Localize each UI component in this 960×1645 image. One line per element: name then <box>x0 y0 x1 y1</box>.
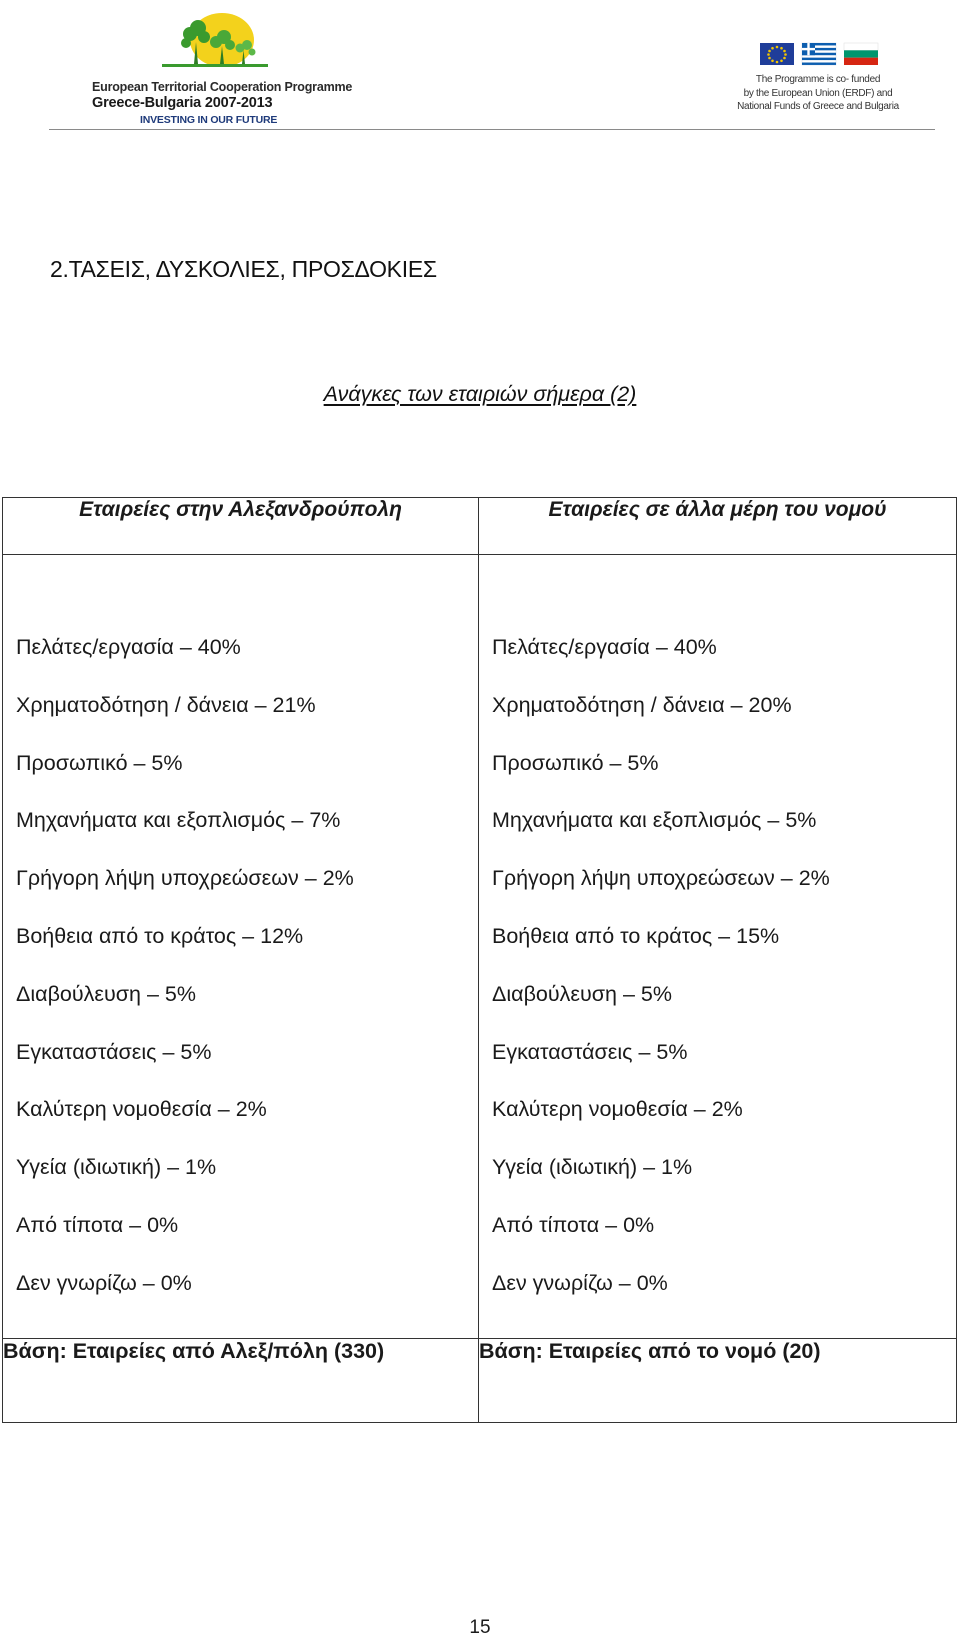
list-item: Υγεία (ιδιωτική) – 1% <box>16 1155 217 1180</box>
programme-slogan: INVESTING IN OUR FUTURE <box>140 114 278 126</box>
programme-logo-icon <box>160 12 270 74</box>
list-item: Καλύτερη νομοθεσία – 2% <box>492 1097 743 1122</box>
base-note-other-areas: Βάση: Εταιρείες από το νομό (20) <box>479 1339 957 1423</box>
cofunding-text <box>728 73 908 114</box>
list-cell-alexandroupoli <box>3 555 479 1339</box>
table-body-row <box>3 555 957 1339</box>
list-item: Εγκαταστάσεις – 5% <box>492 1039 688 1064</box>
eu-flag-icon <box>760 43 794 65</box>
list-item: Διαβούλευση – 5% <box>16 981 196 1006</box>
header-divider <box>49 129 935 130</box>
list-item: Βοήθεια από το κράτος – 15% <box>492 923 780 948</box>
needs-list <box>3 555 478 1313</box>
base-note-alexandroupoli: Βάση: Εταιρείες από Αλεξ/πόλη (330) <box>3 1339 479 1423</box>
column-header-alexandroupoli: Εταιρείες στην Αλεξανδρούπολη <box>3 498 479 555</box>
list-item: Μηχανήματα και εξοπλισμός – 5% <box>492 808 817 833</box>
list-item: Πελάτες/εργασία – 40% <box>16 635 241 659</box>
list-item: Προσωπικό – 5% <box>16 750 183 775</box>
list-item: Προσωπικό – 5% <box>492 750 659 775</box>
page-number: 15 <box>469 1617 491 1638</box>
flags-group <box>760 42 880 66</box>
section-title: 2.ΤΑΣΕΙΣ, ΔΥΣΚΟΛΙΕΣ, ΠΡΟΣΔΟΚΙΕΣ <box>50 256 437 282</box>
list-item: Εγκαταστάσεις – 5% <box>16 1039 212 1064</box>
cofunding-line: National Funds of Greece and Bulgaria <box>737 101 899 112</box>
table-header-row <box>3 498 957 555</box>
list-item: Διαβούλευση – 5% <box>492 981 672 1006</box>
list-item: Δεν γνωρίζω – 0% <box>16 1270 192 1295</box>
programme-region: Greece-Bulgaria 2007-2013 <box>92 95 273 111</box>
list-item: Βοήθεια από το κράτος – 12% <box>16 923 304 948</box>
cofunding-line: by the European Union (ERDF) and <box>743 87 893 99</box>
programme-name: European Territorial Cooperation Programme <box>92 80 353 94</box>
list-item: Χρηματοδότηση / δάνεια – 21% <box>16 692 316 717</box>
list-cell-other-areas <box>479 555 957 1339</box>
list-item: Από τίποτα – 0% <box>16 1212 179 1237</box>
column-header-other-areas: Εταιρείες σε άλλα μέρη του νομού <box>479 498 957 555</box>
needs-table <box>2 497 957 1423</box>
list-item: Γρήγορη λήψη υποχρεώσεων – 2% <box>16 866 354 891</box>
list-item: Καλύτερη νομοθεσία – 2% <box>16 1097 267 1122</box>
list-item: Δεν γνωρίζω – 0% <box>492 1270 668 1295</box>
programme-logo <box>92 10 353 126</box>
needs-list <box>479 555 956 1313</box>
table-base-row <box>3 1339 957 1423</box>
list-item: Υγεία (ιδιωτική) – 1% <box>492 1155 693 1180</box>
list-item: Πελάτες/εργασία – 40% <box>492 635 717 659</box>
cofunding-block <box>728 40 908 125</box>
list-item: Γρήγορη λήψη υποχρεώσεων – 2% <box>492 866 830 891</box>
table-title: Ανάγκες των εταιριών σήμερα (2) <box>323 382 637 406</box>
list-item: Από τίποτα – 0% <box>492 1212 655 1237</box>
page-header <box>0 0 960 132</box>
greece-flag-icon <box>802 43 836 65</box>
list-item: Χρηματοδότηση / δάνεια – 20% <box>492 692 792 717</box>
list-item: Μηχανήματα και εξοπλισμός – 7% <box>16 808 341 833</box>
bulgaria-flag-icon <box>844 43 878 65</box>
cofunding-line: The Programme is co- funded <box>755 74 881 85</box>
